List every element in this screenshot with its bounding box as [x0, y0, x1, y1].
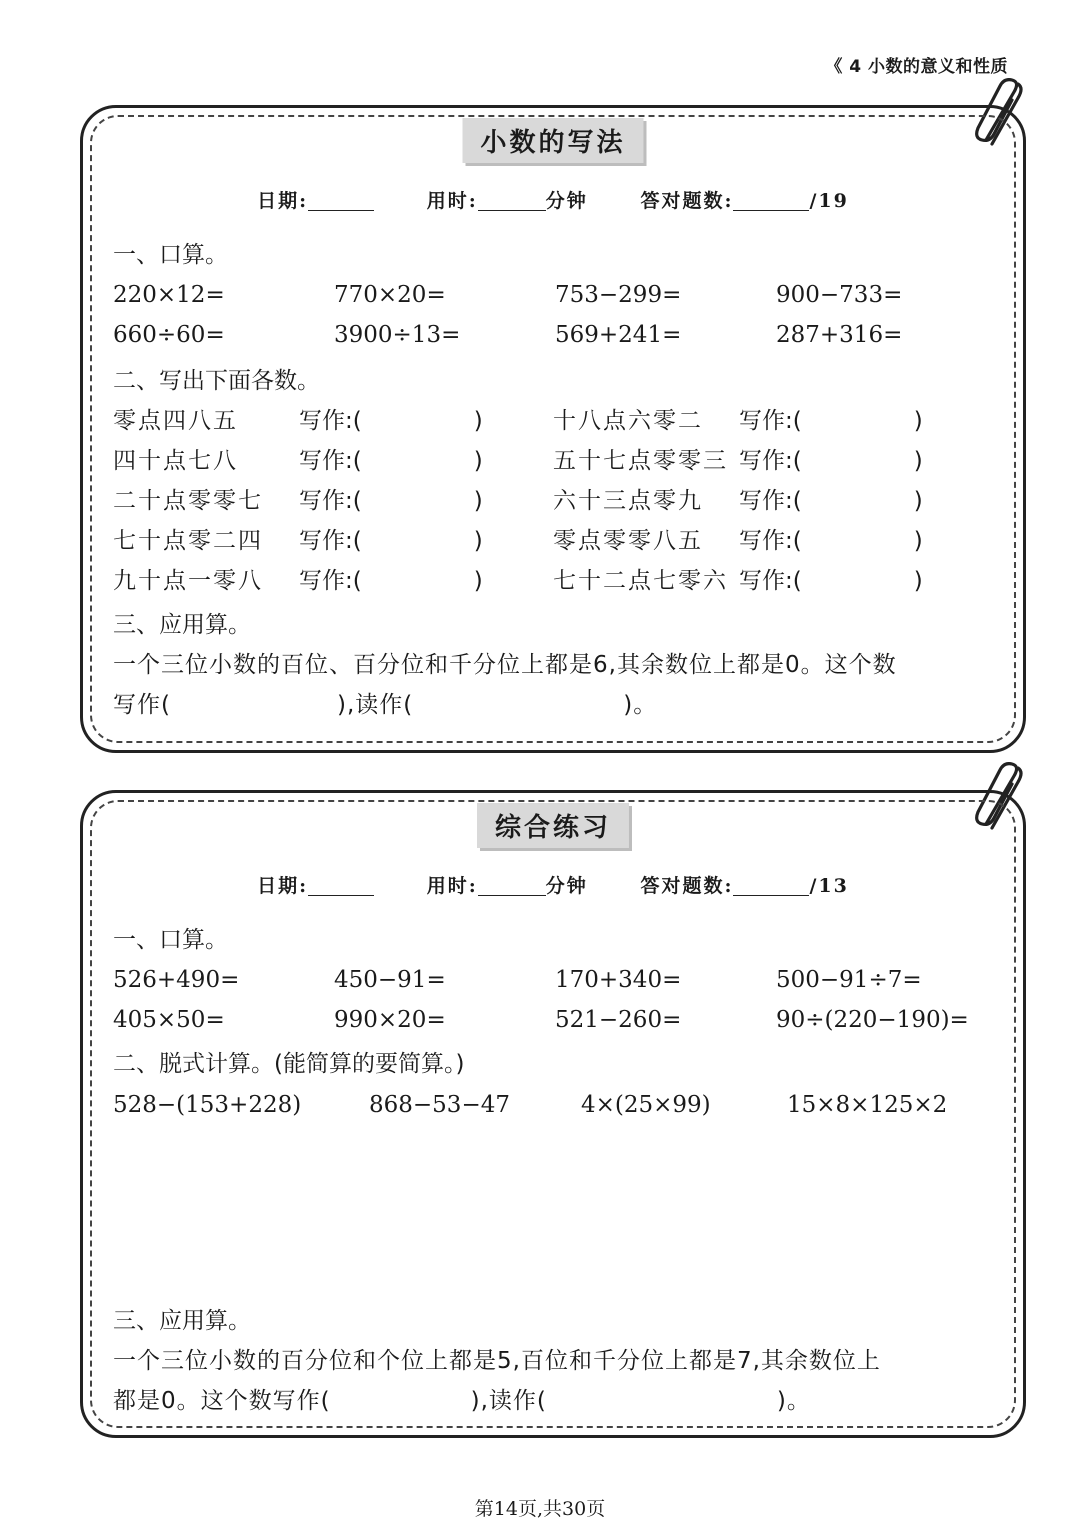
read-prompt: ),读作(: [470, 1388, 547, 1414]
problem: 220×12=: [113, 282, 225, 308]
number-words: 七十二点七零六: [553, 568, 728, 594]
problem: 990×20=: [334, 1007, 446, 1033]
write-label: 写作:(: [299, 568, 362, 594]
write-row: [113, 401, 997, 441]
page-number: 第14页,共30页: [474, 1498, 606, 1520]
word-problem-answer-line: [113, 685, 997, 725]
write-label: 写作:(: [739, 568, 802, 594]
problem: 526+490=: [113, 967, 240, 993]
score-total: /19: [809, 190, 849, 212]
number-words: 四十点七八: [113, 448, 238, 474]
part-heading: 二、写出下面各数。: [113, 368, 320, 394]
number-words: 零点四八五: [113, 408, 238, 434]
number-words: 六十三点零九: [553, 488, 703, 514]
section-title: 小数的写法: [462, 118, 643, 163]
problem: 170+340=: [555, 967, 682, 993]
problem: 569+241=: [555, 322, 682, 348]
problem-row: [113, 275, 997, 315]
close-text: )。: [776, 1388, 811, 1414]
problem: 90÷(220−190)=: [776, 1007, 969, 1033]
part-heading: 一、口算。: [113, 242, 228, 268]
close-text: )。: [623, 692, 658, 718]
time-blank[interactable]: [478, 192, 546, 211]
write-row: [113, 561, 997, 601]
part-applied: [113, 605, 997, 725]
write-label: 写作:(: [299, 528, 362, 554]
close-paren: ): [473, 488, 483, 514]
close-paren: ): [913, 408, 923, 434]
number-words: 二十点零零七: [113, 488, 263, 514]
close-paren: ): [913, 528, 923, 554]
part-write-numbers: [113, 361, 997, 601]
expression-row: [113, 1084, 997, 1126]
problem: 753−299=: [555, 282, 682, 308]
number-words: 十八点六零二: [553, 408, 703, 434]
read-prompt: ),读作(: [336, 692, 414, 718]
write-label: 写作:(: [739, 448, 802, 474]
close-paren: ): [473, 528, 483, 554]
time-blank[interactable]: [478, 877, 546, 896]
part-heading: 二、脱式计算。(能简算的要简算。): [113, 1051, 465, 1077]
expression: 868−53−47: [369, 1092, 510, 1118]
problem-row: [113, 1000, 997, 1040]
date-blank[interactable]: [308, 192, 374, 211]
problem: 521−260=: [555, 1007, 682, 1033]
problem-row: [113, 960, 997, 1000]
problem: 287+316=: [776, 322, 903, 348]
close-paren: ): [473, 568, 483, 594]
time-label: 用时:: [426, 190, 478, 212]
worksheet-card-decimal-writing: [80, 105, 1026, 753]
write-label: 写作:(: [739, 528, 802, 554]
write-label: 写作:(: [739, 408, 802, 434]
close-paren: ): [913, 488, 923, 514]
time-unit: 分钟: [545, 875, 588, 897]
write-label: 写作:(: [299, 488, 362, 514]
write-prompt: 都是0。这个数写作(: [113, 1388, 331, 1414]
part-step-calculation: [113, 1044, 997, 1294]
expression: 528−(153+228): [113, 1092, 302, 1118]
time-label: 用时:: [426, 875, 478, 897]
score-label: 答对题数:: [640, 875, 734, 897]
number-words: 零点零零八五: [553, 528, 703, 554]
close-paren: ): [473, 408, 483, 434]
date-blank[interactable]: [308, 877, 374, 896]
part-applied: [113, 1301, 997, 1421]
part-heading: 三、应用算。: [113, 612, 251, 638]
expression: 15×8×125×2: [787, 1092, 948, 1118]
problem: 3900÷13=: [334, 322, 461, 348]
write-label: 写作:(: [299, 448, 362, 474]
problem: 660÷60=: [113, 322, 225, 348]
working-space[interactable]: [113, 1126, 997, 1294]
score-blank[interactable]: [733, 192, 809, 211]
score-label: 答对题数:: [640, 190, 734, 212]
close-paren: ): [913, 568, 923, 594]
part-mental-arithmetic: [113, 235, 997, 355]
write-label: 写作:(: [299, 408, 362, 434]
time-unit: 分钟: [545, 190, 588, 212]
chapter-title: 《 4 小数的意义和性质: [825, 57, 1008, 77]
problem: 770×20=: [334, 282, 446, 308]
number-words: 九十点一零八: [113, 568, 263, 594]
number-words: 五十七点零零三: [553, 448, 728, 474]
word-problem-line: 一个三位小数的百位、百分位和千分位上都是6,其余数位上都是0。这个数: [113, 652, 897, 678]
problem: 500−91÷7=: [776, 967, 922, 993]
problem: 405×50=: [113, 1007, 225, 1033]
word-problem-answer-line: [113, 1381, 997, 1421]
problem: 450−91=: [334, 967, 446, 993]
word-problem-line: 一个三位小数的百分位和个位上都是5,百位和千分位上都是7,其余数位上: [113, 1348, 881, 1374]
close-paren: ): [913, 448, 923, 474]
close-paren: ): [473, 448, 483, 474]
date-label: 日期:: [257, 190, 309, 212]
part-heading: 一、口算。: [113, 927, 228, 953]
worksheet-card-comprehensive: [80, 790, 1026, 1438]
meta-line: [83, 871, 1023, 898]
section-title: 综合练习: [477, 803, 629, 848]
score-total: /13: [809, 875, 849, 897]
write-label: 写作:(: [739, 488, 802, 514]
meta-line: [83, 186, 1023, 213]
write-row: [113, 441, 997, 481]
write-prompt: 写作(: [113, 692, 171, 718]
part-heading: 三、应用算。: [113, 1308, 251, 1334]
write-row: [113, 481, 997, 521]
problem: 900−733=: [776, 282, 903, 308]
write-row: [113, 521, 997, 561]
expression: 4×(25×99): [581, 1092, 711, 1118]
part-mental-arithmetic: [113, 920, 997, 1040]
number-words: 七十点零二四: [113, 528, 263, 554]
date-label: 日期:: [257, 875, 309, 897]
problem-row: [113, 315, 997, 355]
score-blank[interactable]: [733, 877, 809, 896]
